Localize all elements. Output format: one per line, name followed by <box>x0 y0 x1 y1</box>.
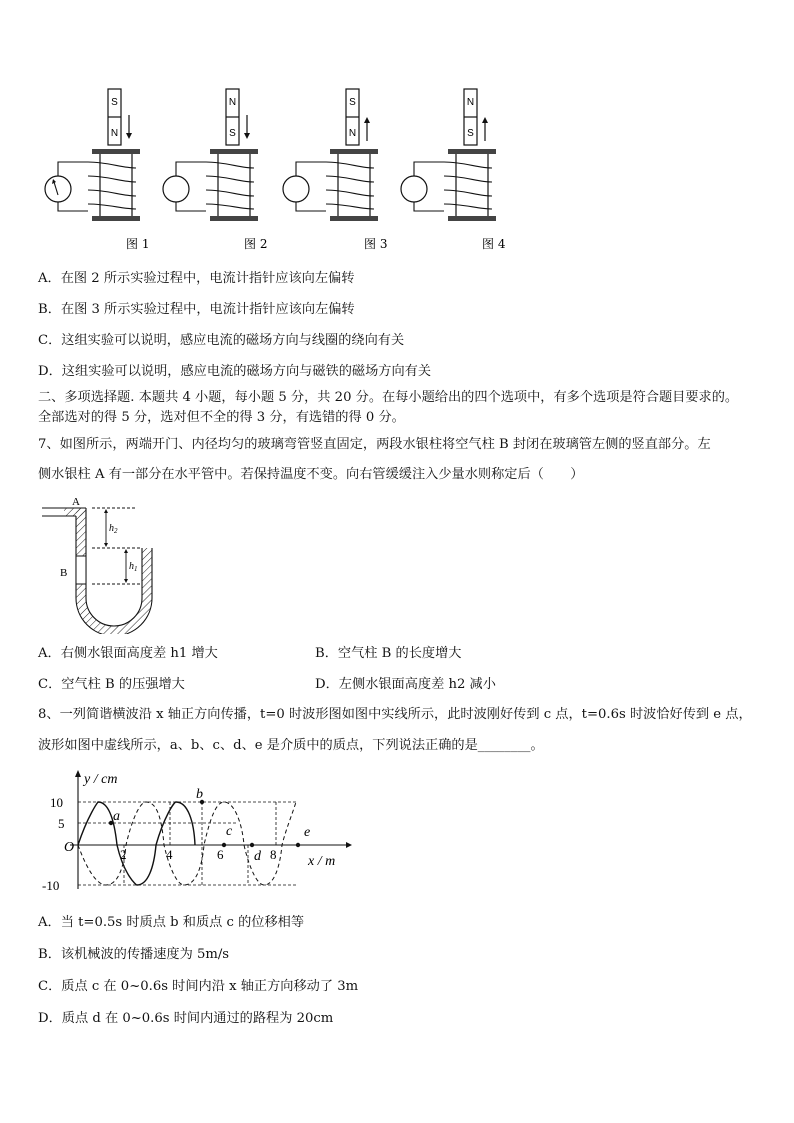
y-tick-10: 10 <box>50 795 63 810</box>
caption-fig2: 图 2 <box>244 237 268 251</box>
svg-text:a: a <box>113 809 120 824</box>
q6-option-a: A．在图 2 所示实验过程中，电流计指针应该向左偏转 <box>38 271 355 286</box>
caption-fig1: 图 1 <box>126 237 150 251</box>
q6-option-d: D．这组实验可以说明，感应电流的磁场方向与磁铁的磁场方向有关 <box>38 364 432 379</box>
svg-text:N: N <box>110 128 119 139</box>
label-A: A <box>72 496 80 508</box>
section2-heading-line2: 全部选对的得 5 分，选对但不全的得 3 分，有选错的得 0 分。 <box>38 410 405 425</box>
q7-option-a: A．右侧水银面高度差 h1 增大 <box>38 646 218 661</box>
label-h1: $h_1$ <box>129 561 138 573</box>
svg-text:S: S <box>111 97 118 108</box>
point-d <box>250 843 254 847</box>
x-tick-4: 4 <box>166 847 173 862</box>
q7-tube-figure <box>36 496 166 634</box>
y-tick-5: 5 <box>58 816 65 831</box>
q8-stem-line1: 8、一列简谐横波沿 x 轴正方向传播，t=0 时波形图如图中实线所示，此时波刚好传到 c 点，t=0.6s 时波恰好传到 e 点， <box>38 707 752 722</box>
label-h2: $h_2$ <box>109 523 118 535</box>
induction-experiments-figure <box>30 85 510 255</box>
svg-text:e: e <box>304 825 311 840</box>
q6-option-b: B．在图 3 所示实验过程中，电流计指针应该向左偏转 <box>38 302 355 317</box>
x-tick-2: 2 <box>120 847 127 862</box>
experiment-1 <box>45 89 140 221</box>
q8-option-a: A．当 t=0.5s 时质点 b 和质点 c 的位移相等 <box>38 915 305 930</box>
svg-text:N: N <box>466 97 475 108</box>
y-tick-neg10: -10 <box>42 878 60 893</box>
x-tick-6: 6 <box>217 847 224 862</box>
q8-wave-graph <box>36 767 356 895</box>
caption-fig3: 图 3 <box>364 237 388 251</box>
q8-stem-line2: 波形如图中虚线所示，a、b、c、d、e 是介质中的质点，下列说法正确的是________。 <box>38 738 544 753</box>
experiment-4 <box>401 89 496 221</box>
label-B: B <box>60 567 68 579</box>
q8-option-b: B．该机械波的传播速度为 5m/s <box>38 947 230 962</box>
point-e <box>296 843 300 847</box>
svg-text:S: S <box>349 97 356 108</box>
x-axis-label: x / m <box>308 854 336 869</box>
svg-text:N: N <box>348 128 357 139</box>
q7-option-d: D．左侧水银面高度差 h2 减小 <box>315 677 496 692</box>
q8-option-c: C．质点 c 在 0~0.6s 时间内沿 x 轴正方向移动了 3m <box>38 979 359 994</box>
y-axis-label: y / cm <box>84 772 118 787</box>
svg-text:b: b <box>196 787 203 802</box>
x-tick-8: 8 <box>270 847 277 862</box>
solid-wave <box>78 802 195 885</box>
q6-option-c: C．这组实验可以说明，感应电流的磁场方向与线圈的绕向有关 <box>38 333 405 348</box>
svg-text:N: N <box>228 97 237 108</box>
origin-label: O <box>64 840 75 855</box>
q8-option-d: D．质点 d 在 0~0.6s 时间内通过的路程为 20cm <box>38 1011 334 1026</box>
svg-text:S: S <box>467 128 474 139</box>
experiment-2 <box>163 89 258 221</box>
experiment-3 <box>283 89 378 221</box>
q7-option-b: B．空气柱 B 的长度增大 <box>315 646 462 661</box>
q7-stem-line2: 侧水银柱 A 有一部分在水平管中。若保持温度不变。向右管缓缓注入少量水则称定后（ ） <box>38 467 584 482</box>
svg-text:d: d <box>254 849 261 864</box>
svg-text:S: S <box>229 128 236 139</box>
q7-option-c: C．空气柱 B 的压强增大 <box>38 677 185 692</box>
caption-fig4: 图 4 <box>482 237 506 251</box>
svg-text:c: c <box>226 824 233 839</box>
q7-stem-line1: 7、如图所示，两端开门、内径均匀的玻璃弯管竖直固定，两段水银柱将空气柱 B 封闭在玻璃管左侧的竖直部分。左 <box>38 437 711 452</box>
section2-heading-line1: 二、多项选择题. 本题共 4 小题，每小题 5 分，共 20 分。在每小题给出的四个选项中，有多个选项是符合题目要求的。 <box>38 390 739 405</box>
